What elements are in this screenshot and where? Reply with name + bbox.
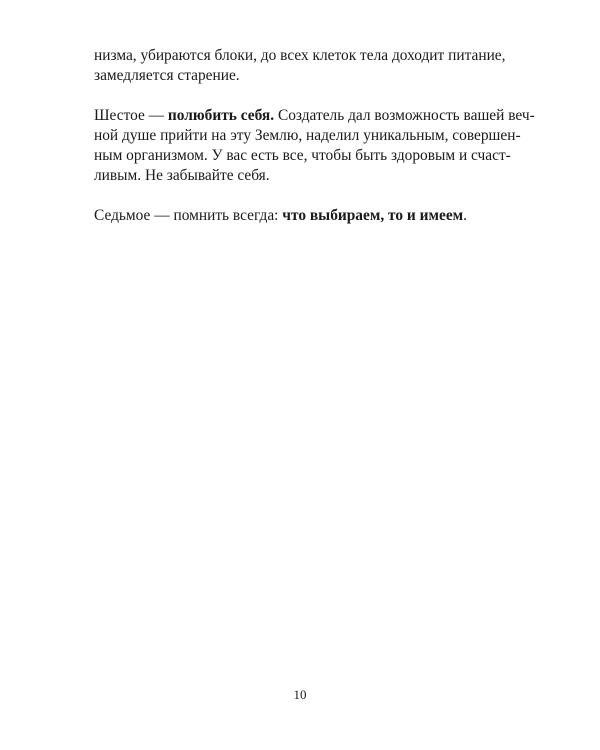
paragraph-sixth [94, 106, 535, 186]
text-line: ной душе прийти на эту Землю, наделил уникальным, совершен- [94, 127, 521, 144]
text-line [94, 106, 535, 126]
paragraph-seventh [94, 206, 502, 226]
text-fragment: . [463, 207, 467, 224]
bold-phrase: что выбираем, то и имеем [282, 207, 464, 224]
page-number: 10 [293, 687, 307, 702]
text-line: низма, убираются блоки, до всех клеток тела доходит питание, [94, 47, 506, 64]
text-line [94, 206, 502, 226]
text-line: ным организмом. У вас есть все, чтобы быть здоровым и счаст- [94, 147, 511, 164]
paragraph-continuation [94, 46, 506, 86]
text-line: ливым. Не забывайте себя. [94, 167, 270, 184]
text-fragment: Создатель дал возможность вашей веч- [274, 107, 535, 124]
paragraph-lead: Шестое — [94, 107, 168, 124]
body-text [94, 46, 535, 226]
paragraph-lead: Седьмое — помнить всегда: [94, 207, 283, 224]
bold-phrase: полюбить себя. [167, 107, 275, 124]
text-line: замедляется старение. [94, 67, 240, 84]
